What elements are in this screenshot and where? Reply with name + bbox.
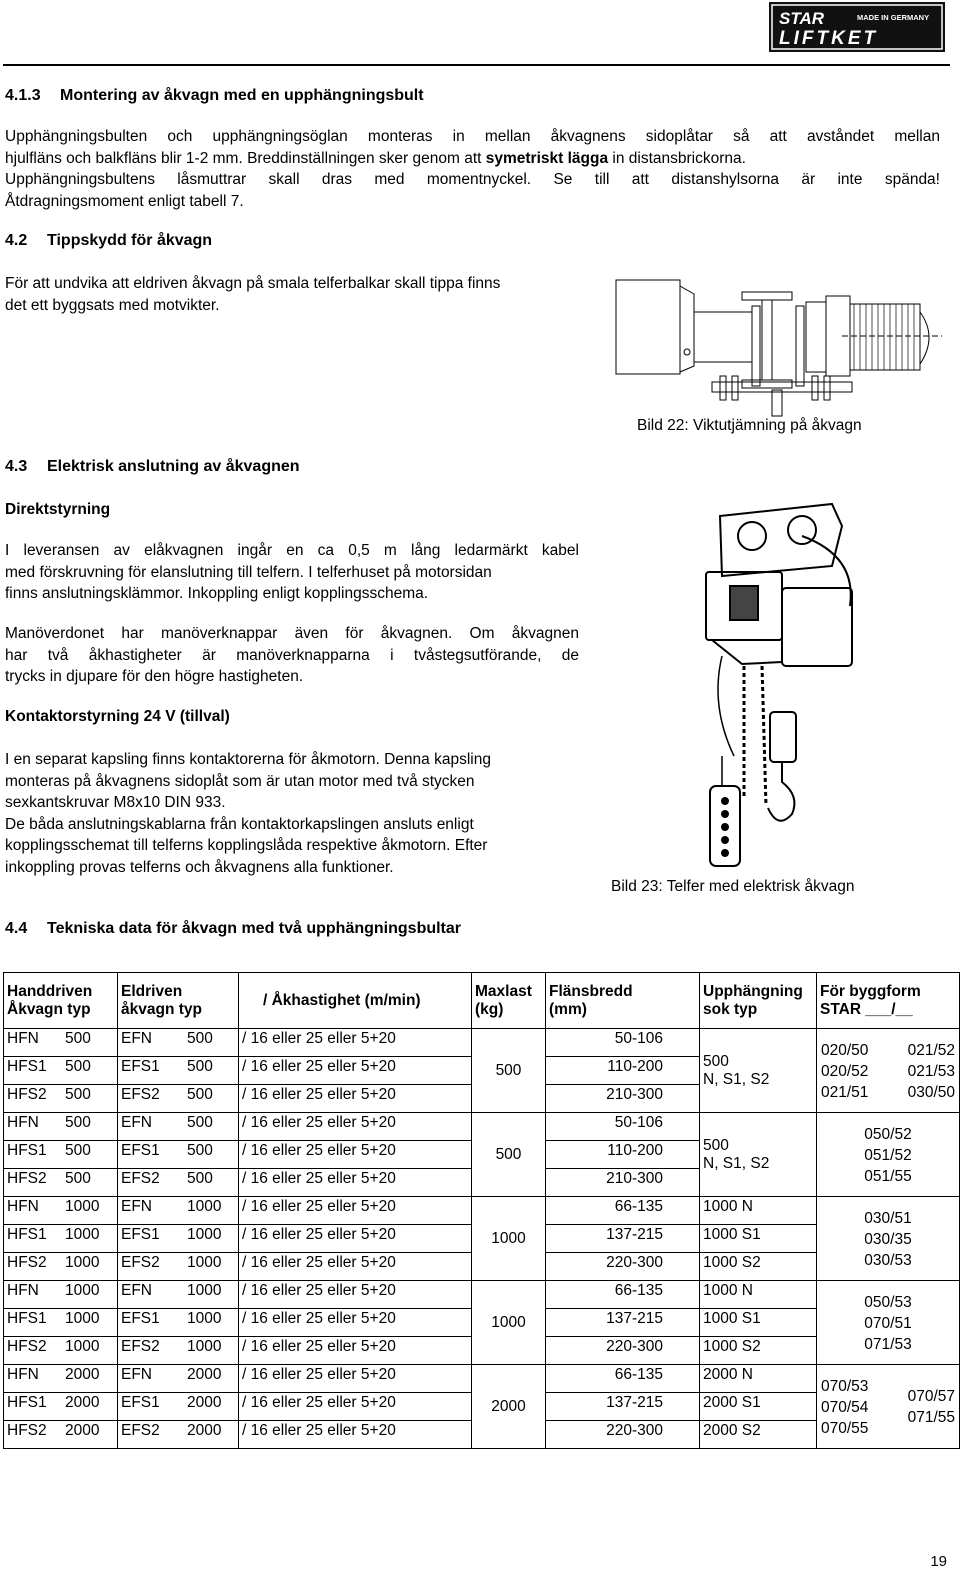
star-liftket-logo xyxy=(769,2,945,52)
text-line: med förskruvning för elanslutning till telfern. I telferhuset på motorsidan xyxy=(5,563,492,581)
build-code: 030/51 xyxy=(864,1209,912,1227)
text-line: De båda anslutningskablarna från kontaktorkapslingen ansluts enligt xyxy=(5,815,474,833)
text-line: Upphängningsbultens låsmuttrar skall dras med momentnyckel. Se till att distanshylsorna är inte spända! xyxy=(5,171,940,188)
suspension-line: N, S1, S2 xyxy=(703,1071,770,1088)
manual-capacity: 1000 xyxy=(65,1310,100,1327)
cell-manual-type xyxy=(4,1253,118,1281)
electric-type: EFS1 xyxy=(121,1226,160,1243)
cell-manual-type xyxy=(4,1029,118,1057)
cell-speed: / 16 eller 25 eller 5+20 xyxy=(239,1085,472,1113)
section-43-para2 xyxy=(5,623,579,688)
text-line: finns anslutningsklämmor. Inkoppling enligt kopplingsschema. xyxy=(5,585,429,602)
text-line: monteras på åkvagnens sidoplåt som är utan motor med två stycken xyxy=(5,772,475,790)
electric-capacity: 1000 xyxy=(187,1198,222,1215)
manual-capacity: 1000 xyxy=(65,1226,100,1243)
cell-flange: 110-200 xyxy=(546,1057,700,1085)
manual-capacity: 1000 xyxy=(65,1282,100,1299)
cell-flange: 220-300 xyxy=(546,1337,700,1365)
cell-manual-type xyxy=(4,1393,118,1421)
header-line: Åkvagn typ xyxy=(7,1000,91,1018)
header-suspension xyxy=(700,973,817,1029)
electric-type: EFS2 xyxy=(121,1254,160,1271)
electric-type: EFN xyxy=(121,1282,152,1299)
section-title: Elektrisk anslutning av åkvagnen xyxy=(47,458,300,475)
technical-data-table xyxy=(3,972,960,1449)
section-413-body xyxy=(5,126,940,212)
section-43-para3 xyxy=(5,749,585,878)
electric-capacity: 500 xyxy=(187,1058,213,1075)
electric-type: EFS2 xyxy=(121,1170,160,1187)
table-row xyxy=(4,1113,960,1141)
header-flange xyxy=(546,973,700,1029)
manual-capacity: 2000 xyxy=(65,1422,100,1439)
cell-speed: / 16 eller 25 eller 5+20 xyxy=(239,1029,472,1057)
cell-flange: 66-135 xyxy=(546,1281,700,1309)
header-line: (mm) xyxy=(549,1000,587,1018)
cell-manual-type xyxy=(4,1197,118,1225)
cell-build-form xyxy=(817,1281,960,1365)
manual-type: HFS1 xyxy=(7,1394,47,1411)
section-43-para1 xyxy=(5,540,579,605)
header-manual xyxy=(4,973,118,1029)
manual-type: HFS2 xyxy=(7,1254,47,1271)
trolley-counterweight-drawing xyxy=(612,272,942,422)
build-code: 030/53 xyxy=(864,1251,912,1269)
cell-suspension: 1000 N xyxy=(700,1281,817,1309)
text-line: in distansbrickorna. xyxy=(608,149,746,167)
cell-electric-type xyxy=(118,1309,239,1337)
build-code: 070/55 xyxy=(821,1419,869,1437)
section-title: Montering av åkvagn med en upphängningsbult xyxy=(60,87,424,104)
electric-type: EFS1 xyxy=(121,1394,160,1411)
page-number: 19 xyxy=(930,1553,947,1570)
cell-manual-type xyxy=(4,1337,118,1365)
cell-speed: / 16 eller 25 eller 5+20 xyxy=(239,1113,472,1141)
manual-capacity: 1000 xyxy=(65,1198,100,1215)
cell-electric-type xyxy=(118,1337,239,1365)
electric-capacity: 1000 xyxy=(187,1338,222,1355)
header-line: (kg) xyxy=(475,1000,504,1018)
build-code: 021/53 xyxy=(907,1062,955,1080)
header-line: Maxlast xyxy=(475,982,532,1000)
section-42-body xyxy=(5,273,595,316)
cell-speed: / 16 eller 25 eller 5+20 xyxy=(239,1057,472,1085)
header-build xyxy=(817,973,960,1029)
cell-flange: 137-215 xyxy=(546,1393,700,1421)
cell-maxload: 2000 xyxy=(472,1365,546,1449)
build-code: 020/50 xyxy=(821,1041,869,1059)
text-line: trycks in djupare för den högre hastigheten. xyxy=(5,668,304,685)
electric-capacity: 500 xyxy=(187,1170,213,1187)
cell-suspension xyxy=(700,1029,817,1113)
header-line: För byggform xyxy=(820,982,921,1000)
table-row xyxy=(4,1281,960,1309)
cell-electric-type xyxy=(118,1141,239,1169)
cell-flange: 50-106 xyxy=(546,1029,700,1057)
manual-capacity: 500 xyxy=(65,1170,91,1187)
cell-flange: 210-300 xyxy=(546,1085,700,1113)
electric-capacity: 500 xyxy=(187,1030,213,1047)
electric-type: EFS2 xyxy=(121,1422,160,1439)
text-line: För att undvika att eldriven åkvagn på smala telferbalkar skall tippa finns xyxy=(5,275,501,292)
subheading-direct: Direktstyrning xyxy=(5,501,111,518)
cell-manual-type xyxy=(4,1365,118,1393)
subheading-contactor: Kontaktorstyrning 24 V (tillval) xyxy=(5,708,230,725)
cell-flange: 110-200 xyxy=(546,1141,700,1169)
manual-type: HFS1 xyxy=(7,1058,47,1075)
cell-suspension: 1000 S1 xyxy=(700,1309,817,1337)
logo-tagline: MADE IN GERMANY xyxy=(857,13,930,22)
manual-capacity: 1000 xyxy=(65,1254,100,1271)
build-code: 070/51 xyxy=(864,1314,912,1332)
suspension-line: N, S1, S2 xyxy=(703,1155,770,1172)
table-row xyxy=(4,1365,960,1393)
cell-suspension: 1000 S1 xyxy=(700,1225,817,1253)
section-44-heading xyxy=(5,920,461,938)
cell-speed: / 16 eller 25 eller 5+20 xyxy=(239,1141,472,1169)
section-42-heading xyxy=(5,232,212,250)
cell-speed: / 16 eller 25 eller 5+20 xyxy=(239,1309,472,1337)
electric-capacity: 1000 xyxy=(187,1226,222,1243)
cell-maxload: 1000 xyxy=(472,1281,546,1365)
manual-type: HFN xyxy=(7,1366,39,1383)
cell-build-form xyxy=(817,1197,960,1281)
table-body xyxy=(4,973,960,1449)
cell-electric-type xyxy=(118,1057,239,1085)
manual-type: HFS1 xyxy=(7,1226,47,1243)
manual-type: HFN xyxy=(7,1114,39,1131)
build-code: 070/53 xyxy=(821,1377,869,1395)
cell-speed: / 16 eller 25 eller 5+20 xyxy=(239,1337,472,1365)
electric-type: EFS1 xyxy=(121,1310,160,1327)
build-code: 050/53 xyxy=(864,1293,912,1311)
cell-manual-type xyxy=(4,1169,118,1197)
cell-electric-type xyxy=(118,1281,239,1309)
electric-capacity: 2000 xyxy=(187,1394,222,1411)
electric-type: EFN xyxy=(121,1114,152,1131)
suspension-line: 500 xyxy=(703,1137,729,1154)
cell-speed: / 16 eller 25 eller 5+20 xyxy=(239,1197,472,1225)
cell-flange: 220-300 xyxy=(546,1253,700,1281)
electric-capacity: 2000 xyxy=(187,1366,222,1383)
text-line: I leveransen av elåkvagnen ingår en ca 0,5 m lång ledarmärkt kabel xyxy=(5,542,579,559)
build-code: 071/55 xyxy=(907,1409,955,1426)
cell-build-form xyxy=(817,1029,960,1113)
header-electric xyxy=(118,973,239,1029)
manual-type: HFS2 xyxy=(7,1086,47,1103)
cell-suspension: 2000 S1 xyxy=(700,1393,817,1421)
manual-type: HFS1 xyxy=(7,1310,47,1327)
cell-suspension: 1000 N xyxy=(700,1197,817,1225)
manual-type: HFN xyxy=(7,1030,39,1047)
header-line: Flänsbredd xyxy=(549,982,633,1000)
cell-speed: / 16 eller 25 eller 5+20 xyxy=(239,1365,472,1393)
manual-capacity: 500 xyxy=(65,1114,91,1131)
electric-capacity: 500 xyxy=(187,1086,213,1103)
table-row xyxy=(4,1029,960,1057)
electric-capacity: 500 xyxy=(187,1142,213,1159)
cell-electric-type xyxy=(118,1253,239,1281)
section-number: 4.3 xyxy=(5,458,28,475)
section-number: 4.2 xyxy=(5,232,28,249)
table-header-row xyxy=(4,973,960,1029)
manual-capacity: 500 xyxy=(65,1142,91,1159)
bold-text: symetriskt lägga xyxy=(485,149,609,167)
cell-speed: / 16 eller 25 eller 5+20 xyxy=(239,1169,472,1197)
figure-22-caption: Bild 22: Viktutjämning på åkvagn xyxy=(637,417,862,434)
text-line: I en separat kapsling finns kontaktorerna för åkmotorn. Denna kapsling xyxy=(5,751,491,768)
cell-flange: 137-215 xyxy=(546,1309,700,1337)
cell-manual-type xyxy=(4,1281,118,1309)
build-code: 070/57 xyxy=(907,1388,955,1405)
cell-electric-type xyxy=(118,1085,239,1113)
text-line: inkoppling provas telferns och åkvagnens alla funktioner. xyxy=(5,858,394,876)
manual-capacity: 1000 xyxy=(65,1338,100,1355)
section-number: 4.1.3 xyxy=(5,87,41,104)
header-line: Eldriven xyxy=(121,982,183,1000)
electric-type: EFN xyxy=(121,1198,152,1215)
cell-electric-type xyxy=(118,1169,239,1197)
text-line: sexkantskruvar M8x10 DIN 933. xyxy=(5,794,226,811)
cell-suspension: 2000 S2 xyxy=(700,1421,817,1449)
cell-electric-type xyxy=(118,1421,239,1449)
build-code: 021/52 xyxy=(907,1041,955,1059)
cell-build-form xyxy=(817,1365,960,1449)
header-line: åkvagn typ xyxy=(121,1000,202,1018)
cell-maxload: 500 xyxy=(472,1113,546,1197)
electric-capacity: 2000 xyxy=(187,1422,222,1439)
manual-type: HFN xyxy=(7,1198,39,1215)
cell-flange: 220-300 xyxy=(546,1421,700,1449)
cell-manual-type xyxy=(4,1421,118,1449)
cell-maxload: 500 xyxy=(472,1029,546,1113)
cell-flange: 137-215 xyxy=(546,1225,700,1253)
cell-build-form xyxy=(817,1113,960,1197)
build-code: 070/54 xyxy=(821,1398,869,1416)
cell-suspension: 2000 N xyxy=(700,1365,817,1393)
cell-electric-type xyxy=(118,1029,239,1057)
electric-type: EFS1 xyxy=(121,1058,160,1075)
manual-type: HFS1 xyxy=(7,1142,47,1159)
header-speed: / Åkhastighet (m/min) xyxy=(239,973,472,1029)
build-code: 051/55 xyxy=(864,1167,912,1185)
build-code: 030/50 xyxy=(907,1083,955,1101)
cell-manual-type xyxy=(4,1141,118,1169)
cell-flange: 210-300 xyxy=(546,1169,700,1197)
cell-manual-type xyxy=(4,1085,118,1113)
build-code: 030/35 xyxy=(864,1230,912,1248)
header-line: STAR ___/__ xyxy=(820,1000,913,1018)
logo-brand-top: STAR xyxy=(779,9,825,28)
electric-capacity: 1000 xyxy=(187,1282,222,1299)
section-43-heading xyxy=(5,458,300,476)
electric-type: EFS2 xyxy=(121,1338,160,1355)
text-line: Åtdragningsmoment enligt tabell 7. xyxy=(5,192,244,210)
cell-electric-type xyxy=(118,1365,239,1393)
electric-type: EFN xyxy=(121,1366,152,1383)
cell-speed: / 16 eller 25 eller 5+20 xyxy=(239,1393,472,1421)
build-code: 050/52 xyxy=(864,1125,912,1143)
figure-23-caption: Bild 23: Telfer med elektrisk åkvagn xyxy=(611,878,855,895)
header-line: sok typ xyxy=(703,1000,758,1018)
cell-speed: / 16 eller 25 eller 5+20 xyxy=(239,1421,472,1449)
manual-type: HFN xyxy=(7,1282,39,1299)
section-413-heading xyxy=(5,87,424,105)
text-line: hjulfläns och balkfläns blir 1-2 mm. Breddinställningen sker genom att xyxy=(5,149,486,167)
text-line: Upphängningsbulten och upphängningsöglan monteras in mellan åkvagnens sidoplåtar så att avståndet mellan xyxy=(5,128,940,145)
suspension-line: 500 xyxy=(703,1053,729,1070)
header-line: Handdriven xyxy=(7,982,93,1000)
text-line: Manöverdonet har manöverknappar även för åkvagnen. Om åkvagnen xyxy=(5,625,579,642)
electric-type: EFS1 xyxy=(121,1142,160,1159)
cell-electric-type xyxy=(118,1113,239,1141)
cell-flange: 66-135 xyxy=(546,1197,700,1225)
cell-electric-type xyxy=(118,1393,239,1421)
cell-speed: / 16 eller 25 eller 5+20 xyxy=(239,1253,472,1281)
manual-capacity: 2000 xyxy=(65,1394,100,1411)
cell-manual-type xyxy=(4,1057,118,1085)
manual-capacity: 500 xyxy=(65,1030,91,1047)
cell-suspension xyxy=(700,1113,817,1197)
section-title: Tekniska data för åkvagn med två upphängningsbultar xyxy=(47,920,462,937)
text-line: har två åkhastigheter är manöverknapparna i tvåstegsutförande, de xyxy=(5,646,579,664)
cell-flange: 66-135 xyxy=(546,1365,700,1393)
section-title: Tippskydd för åkvagn xyxy=(47,232,213,249)
cell-speed: / 16 eller 25 eller 5+20 xyxy=(239,1281,472,1309)
logo-brand-bottom: LIFTKET xyxy=(779,28,879,49)
cell-maxload: 1000 xyxy=(472,1197,546,1281)
cell-suspension: 1000 S2 xyxy=(700,1253,817,1281)
cell-flange: 50-106 xyxy=(546,1113,700,1141)
manual-capacity: 500 xyxy=(65,1086,91,1103)
header-maxload xyxy=(472,973,546,1029)
cell-manual-type xyxy=(4,1113,118,1141)
build-code: 051/52 xyxy=(864,1146,912,1164)
section-number: 4.4 xyxy=(5,920,28,937)
cell-manual-type xyxy=(4,1309,118,1337)
manual-type: HFS2 xyxy=(7,1338,47,1355)
manual-capacity: 2000 xyxy=(65,1366,100,1383)
manual-type: HFS2 xyxy=(7,1422,47,1439)
electric-type: EFS2 xyxy=(121,1086,160,1103)
cell-suspension: 1000 S2 xyxy=(700,1337,817,1365)
electric-type: EFN xyxy=(121,1030,152,1047)
cell-speed: / 16 eller 25 eller 5+20 xyxy=(239,1225,472,1253)
cell-electric-type xyxy=(118,1197,239,1225)
manual-capacity: 500 xyxy=(65,1058,91,1075)
cell-manual-type xyxy=(4,1225,118,1253)
table-row xyxy=(4,1197,960,1225)
header-line: Upphängning xyxy=(703,982,803,1000)
header-rule xyxy=(3,64,950,66)
manual-type: HFS2 xyxy=(7,1170,47,1187)
electric-capacity: 1000 xyxy=(187,1254,222,1271)
text-line: det ett byggsats med motvikter. xyxy=(5,296,220,314)
build-code: 071/53 xyxy=(864,1335,912,1353)
build-code: 020/52 xyxy=(821,1062,869,1080)
chain-hoist-drawing xyxy=(682,496,882,871)
cell-electric-type xyxy=(118,1225,239,1253)
text-line: kopplingsschemat till telferns kopplingslåda respektive åkmotorn. Efter xyxy=(5,837,488,854)
electric-capacity: 1000 xyxy=(187,1310,222,1327)
build-code: 021/51 xyxy=(821,1083,869,1101)
electric-capacity: 500 xyxy=(187,1114,213,1131)
